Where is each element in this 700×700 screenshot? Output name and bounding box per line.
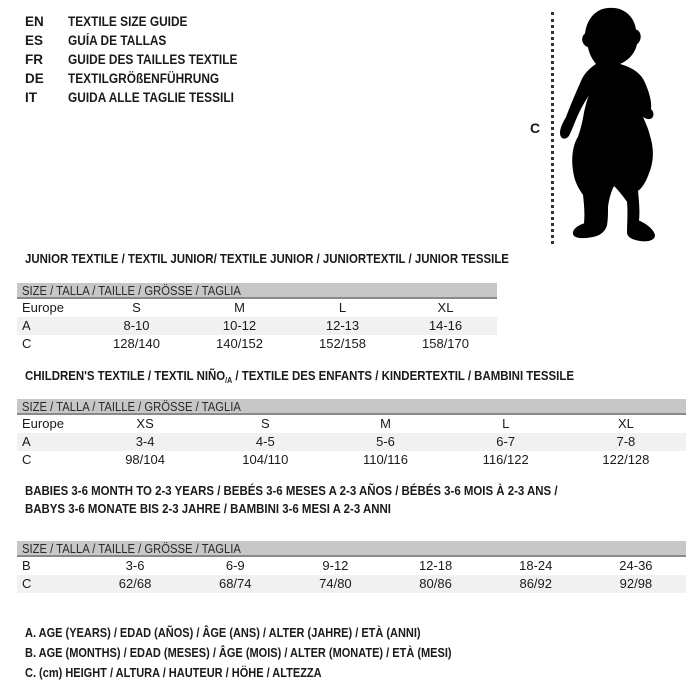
babies-textile-table — [17, 541, 686, 593]
table-cell: 18-24 — [519, 558, 553, 573]
row-label: C — [22, 452, 32, 467]
table-cell: M — [380, 416, 391, 431]
table-row-height — [17, 575, 686, 593]
language-item-es — [25, 31, 261, 50]
table-cell: 158/170 — [422, 336, 469, 351]
language-list — [25, 12, 261, 107]
language-code: DE — [25, 71, 44, 86]
table-cell: 6-7 — [496, 434, 516, 449]
size-header-text: SIZE / TALLA / TAILLE / GRÖSSE / TAGLIA — [22, 400, 241, 414]
table-cell: 3-6 — [125, 558, 145, 573]
language-item-fr — [25, 50, 261, 69]
table-cell: S — [260, 416, 270, 431]
table-cell: 8-10 — [123, 318, 150, 333]
language-code: ES — [25, 33, 44, 48]
table-cell: 104/110 — [242, 452, 289, 467]
table-cell: 74/80 — [319, 576, 352, 591]
row-label: B — [22, 558, 31, 573]
table-cell: S — [132, 300, 141, 315]
table-row-age — [17, 433, 686, 451]
table-cell: 122/128 — [602, 452, 650, 467]
language-code: IT — [25, 90, 37, 105]
table-cell: XL — [617, 416, 634, 431]
table-cell: 92/98 — [619, 576, 653, 591]
table-cell: 152/158 — [319, 336, 366, 351]
table-cell: 80/86 — [419, 576, 452, 591]
footnotes — [25, 623, 510, 683]
language-label: TEXTILGRÖßENFÜHRUNG — [68, 71, 220, 86]
childrens-textile-title-text — [25, 367, 574, 390]
table-cell: 14-16 — [428, 318, 463, 333]
table-cell: 5-6 — [376, 434, 395, 449]
table-cell: 12-13 — [325, 318, 360, 333]
babies-textile-title — [25, 482, 630, 518]
row-label: Europe — [22, 300, 64, 315]
language-item-it — [25, 88, 261, 107]
table-row-height — [17, 335, 497, 353]
table-cell: M — [234, 300, 245, 315]
table-cell: 116/122 — [482, 452, 529, 467]
table-row-europe — [17, 415, 686, 433]
table-cell: 140/152 — [216, 336, 263, 351]
toddler-silhouette-image — [552, 2, 682, 248]
childrens-textile-title — [25, 367, 649, 390]
junior-textile-title — [25, 250, 575, 268]
row-label: C — [22, 336, 32, 351]
table-cell: L — [502, 416, 510, 431]
footnote-c-text: C. (cm) HEIGHT / ALTURA / HAUTEUR / HÖHE / ALTEZZA — [25, 666, 322, 680]
table-cell: 7-8 — [616, 434, 636, 449]
table-cell: 110/116 — [362, 452, 409, 467]
table-cell: XL — [437, 300, 454, 315]
table-cell: 4-5 — [255, 434, 275, 449]
row-label: Europe — [22, 416, 64, 431]
size-header-text: SIZE / TALLA / TAILLE / GRÖSSE / TAGLIA — [22, 542, 241, 556]
footnote-a-text: A. AGE (YEARS) / EDAD (AÑOS) / ÂGE (ANS) / ALTER (JAHRE) / ETÀ (ANNI) — [25, 626, 421, 640]
height-measure-label: C — [530, 120, 541, 136]
title-pre: CHILDREN'S TEXTILE / TEXTIL NIÑO — [25, 368, 226, 383]
junior-textile-table — [17, 283, 497, 353]
language-label: GUIDA ALLE TAGLIE TESSILI — [68, 90, 234, 105]
table-row-age — [17, 317, 497, 335]
table-cell: XS — [136, 416, 154, 431]
language-code: EN — [25, 14, 44, 29]
row-label: C — [22, 576, 32, 591]
table-cell: L — [338, 300, 347, 315]
size-header-bar — [17, 283, 497, 299]
table-cell: 62/68 — [118, 576, 152, 591]
table-cell: 68/74 — [218, 576, 252, 591]
junior-textile-title-text: JUNIOR TEXTILE / TEXTIL JUNIOR/ TEXTILE JUNIOR / JUNIORTEXTIL / JUNIOR TESSILE — [25, 251, 509, 266]
language-item-de — [25, 69, 261, 88]
language-item-en — [25, 12, 261, 31]
table-cell: 24-36 — [619, 558, 653, 573]
table-cell: 3-4 — [135, 434, 155, 449]
babies-title-line1: BABIES 3-6 MONTH TO 2-3 YEARS / BEBÉS 3-6 MESES A 2-3 AÑOS / BÉBÉS 3-6 MOIS À 2-3 ANS / — [25, 483, 558, 498]
size-header-bar — [17, 541, 686, 557]
language-label: GUÍA DE TALLAS — [68, 33, 167, 48]
footnote-b — [25, 643, 510, 663]
table-cell: 12-18 — [418, 558, 453, 573]
table-row-months — [17, 557, 686, 575]
table-cell: 10-12 — [222, 318, 257, 333]
title-subscript: /A — [225, 376, 233, 385]
table-row-height — [17, 451, 686, 469]
row-label: A — [22, 434, 31, 449]
footnote-a — [25, 623, 510, 643]
table-row-europe — [17, 299, 497, 317]
language-label: TEXTILE SIZE GUIDE — [68, 14, 188, 29]
table-cell: 128/140 — [113, 336, 160, 351]
footnote-c — [25, 663, 510, 683]
table-cell: 98/104 — [125, 452, 165, 467]
footnote-b-text: B. AGE (MONTHS) / EDAD (MESES) / ÂGE (MOIS) / ALTER (MONATE) / ETÀ (MESI) — [25, 646, 452, 660]
language-code: FR — [25, 52, 43, 67]
size-header-bar — [17, 399, 686, 415]
babies-title-line2: BABYS 3-6 MONATE BIS 2-3 JAHRE / BAMBINI 3-6 MESI A 2-3 ANNI — [25, 501, 391, 516]
childrens-textile-table — [17, 399, 686, 469]
table-cell: 86/92 — [519, 576, 553, 591]
size-header-text: SIZE / TALLA / TAILLE / GRÖSSE / TAGLIA — [22, 284, 241, 298]
language-label: GUIDE DES TAILLES TEXTILE — [68, 52, 238, 67]
table-cell: 6-9 — [225, 558, 245, 573]
table-cell: 9-12 — [322, 558, 349, 573]
row-label: A — [22, 318, 31, 333]
title-post: / TEXTILE DES ENFANTS / KINDERTEXTIL / BAMBINI TESSILE — [232, 368, 574, 383]
